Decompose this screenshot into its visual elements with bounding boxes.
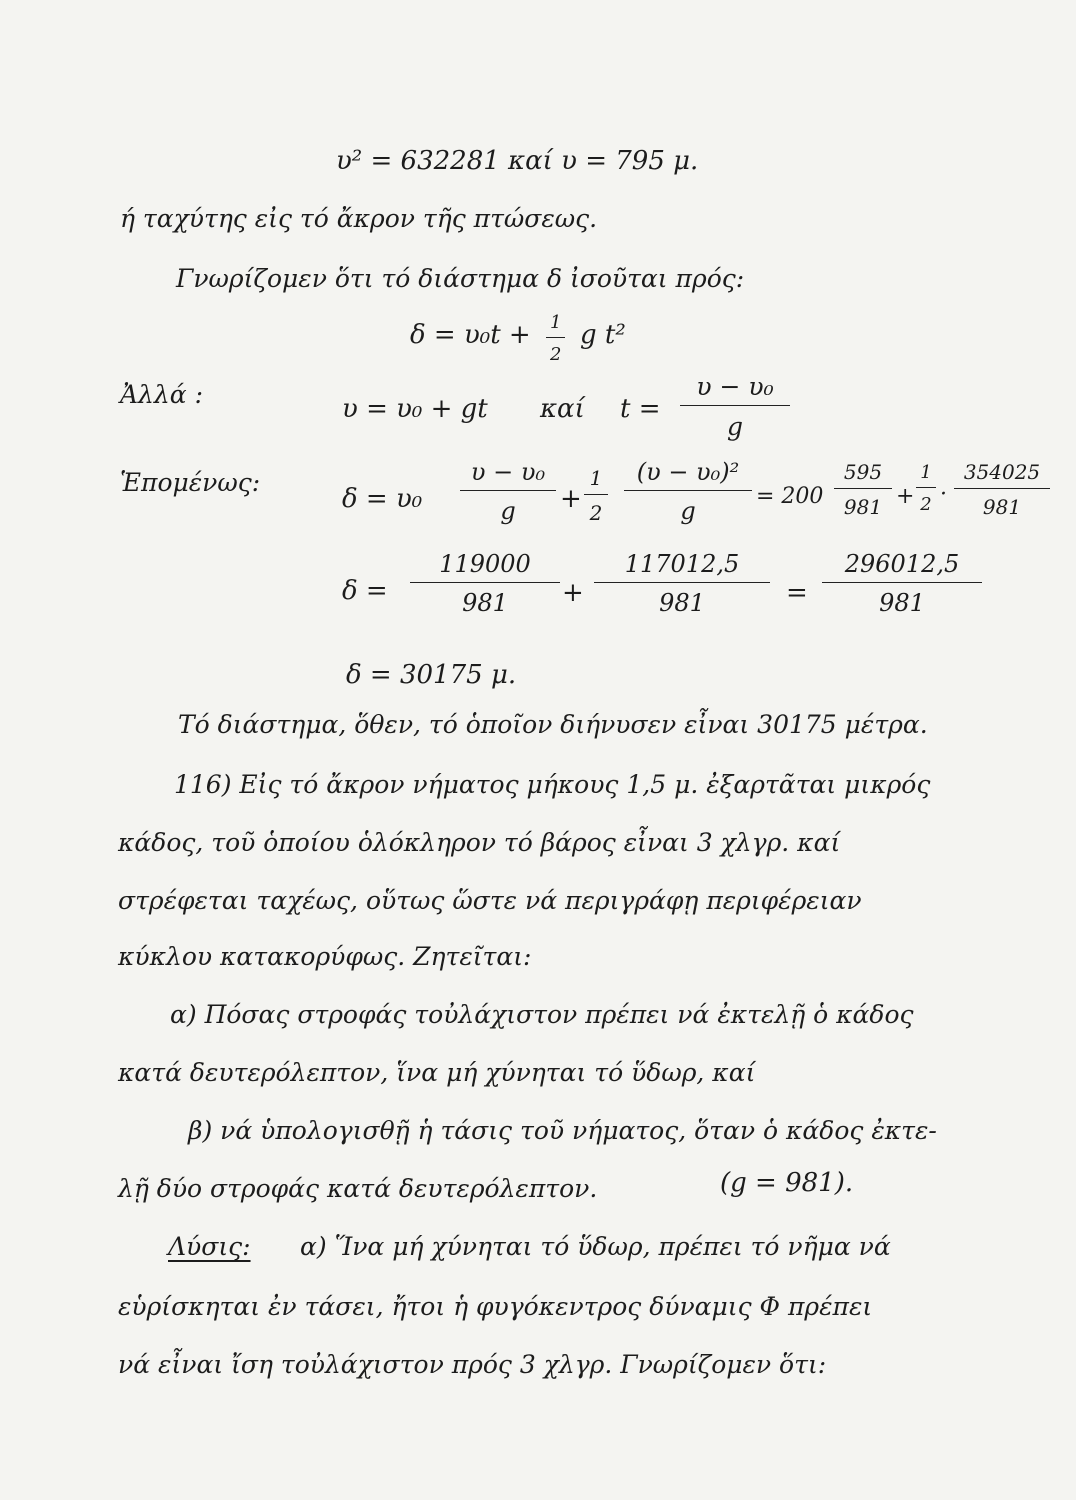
eq3-frac3 xyxy=(834,460,892,519)
eq3-frac1 xyxy=(460,458,556,525)
eq4-plus: + xyxy=(562,578,584,608)
result-sentence: Τό διάστημα, ὅθεν, τό ὁποῖον διήνυσεν εἶναι 30175 μέτρα. xyxy=(178,710,928,739)
velocity-description: ή ταχύτης εἰς τό ἄκρον τῆς πτώσεως. xyxy=(120,204,598,233)
eq2-kai: καί xyxy=(540,394,585,424)
eq4-f2-den: 981 xyxy=(659,589,705,617)
eq4-eq: = xyxy=(786,578,808,608)
eq3-half-num: 1 xyxy=(589,466,603,490)
problem-116-line4: κύκλου κατακορύφως. Ζητεῖται: xyxy=(118,942,532,971)
question-a-line1: α) Πόσας στροφάς τοὐλάχιστον πρέπει νά ἐκτελῇ ὁ κάδος xyxy=(170,1000,914,1029)
distance-result: δ = 30175 μ. xyxy=(346,660,517,690)
eq2-part1: υ = υ₀ + gt xyxy=(342,394,488,424)
eq3-plus2: + xyxy=(896,484,915,509)
eq4-frac2 xyxy=(594,550,770,617)
problem-116-line2: κάδος, τοῦ ὁποίου ὁλόκληρον τό βάρος εἶναι 3 χλγρ. καί xyxy=(118,828,841,857)
solution-line2: εὑρίσκηται ἐν τάσει, ἤτοι ἡ φυγόκεντρος δύναμις Φ πρέπει xyxy=(118,1292,873,1321)
eq3-eq200: = 200 xyxy=(756,484,824,509)
velocity-equation: υ² = 632281 καί υ = 795 μ. xyxy=(336,146,699,176)
eq1-half-num: 1 xyxy=(550,312,562,333)
eq2-den: g xyxy=(726,412,743,441)
eq1-half-den: 2 xyxy=(550,344,562,365)
eq3-f2-num: (υ − υ₀)² xyxy=(636,458,740,486)
eq4-f1-den: 981 xyxy=(462,589,508,617)
eq1-rhs: g t² xyxy=(580,320,626,350)
question-b-line1: β) νά ὑπολογισθῇ ἡ τάσις τοῦ νήματος, ὅταν ὁ κάδος ἐκτε- xyxy=(188,1116,937,1145)
eq3-f4-den: 981 xyxy=(982,495,1022,519)
eq3-f2-den: g xyxy=(680,497,696,525)
eq2-fraction xyxy=(680,372,790,441)
eq3-f3-den: 981 xyxy=(843,495,883,519)
eq3-dot: · xyxy=(940,482,947,507)
problem-116-line3: στρέφεται ταχέως, οὕτως ὥστε νά περιγράφῃ περιφέρειαν xyxy=(118,886,862,915)
solution-line3: νά εἶναι ἴση τοὐλάχιστον πρός 3 χλγρ. Γνωρίζομεν ὅτι: xyxy=(118,1350,827,1379)
eq3-f4-num: 354025 xyxy=(963,460,1041,484)
eq3-f3-num: 595 xyxy=(843,460,883,484)
eq4-frac1 xyxy=(410,550,560,617)
solution-line1: α) Ἵνα μή χύνηται τό ὕδωρ, πρέπει τό νῆμα νά xyxy=(300,1232,891,1261)
eq3-half2-den: 2 xyxy=(920,494,932,515)
eq4-f1-num: 119000 xyxy=(439,550,531,578)
eq4-f2-num: 117012,5 xyxy=(624,550,740,578)
eq2-t-eq: t = xyxy=(620,394,661,424)
eq3-frac2 xyxy=(624,458,752,525)
gravity-value: (g = 981). xyxy=(720,1168,854,1198)
eq3-lhs: δ = υ₀ xyxy=(342,484,423,514)
problem-116-line1: 116) Εἰς τό ἄκρον νήματος μήκους 1,5 μ. ἐξαρτᾶται μικρός xyxy=(174,770,931,799)
eq3-plus: + xyxy=(560,484,582,514)
solution-label: Λύσις: xyxy=(168,1232,251,1261)
eq3-half-den: 2 xyxy=(589,501,603,525)
distance-intro: Γνωρίζομεν ὅτι τό διάστημα δ ἰσοῦται πρός: xyxy=(176,264,745,293)
question-a-line2: κατά δευτερόλεπτον, ἵνα μή χύνηται τό ὕδωρ, καί xyxy=(118,1058,756,1087)
eq3-f1-den: g xyxy=(500,497,516,525)
eq1-half xyxy=(546,312,565,365)
eq3-half2 xyxy=(916,462,936,515)
eq4-f3-num: 296012,5 xyxy=(844,550,960,578)
eq1-lhs: δ = υ₀t + xyxy=(410,320,531,350)
eq4-frac3 xyxy=(822,550,982,617)
epomenos-label: Ἑπομένως: xyxy=(120,468,261,497)
eq3-f1-num: υ − υ₀ xyxy=(470,458,546,486)
eq4-lhs: δ = xyxy=(342,576,388,606)
eq4-f3-den: 981 xyxy=(879,589,925,617)
alla-label: Ἀλλά : xyxy=(120,380,203,409)
eq2-num: υ − υ₀ xyxy=(696,372,774,401)
eq3-half2-num: 1 xyxy=(920,462,932,483)
eq3-half xyxy=(584,466,608,525)
question-b-line2: λῇ δύο στροφάς κατά δευτερόλεπτον. xyxy=(118,1174,598,1203)
eq3-frac4 xyxy=(954,460,1050,519)
